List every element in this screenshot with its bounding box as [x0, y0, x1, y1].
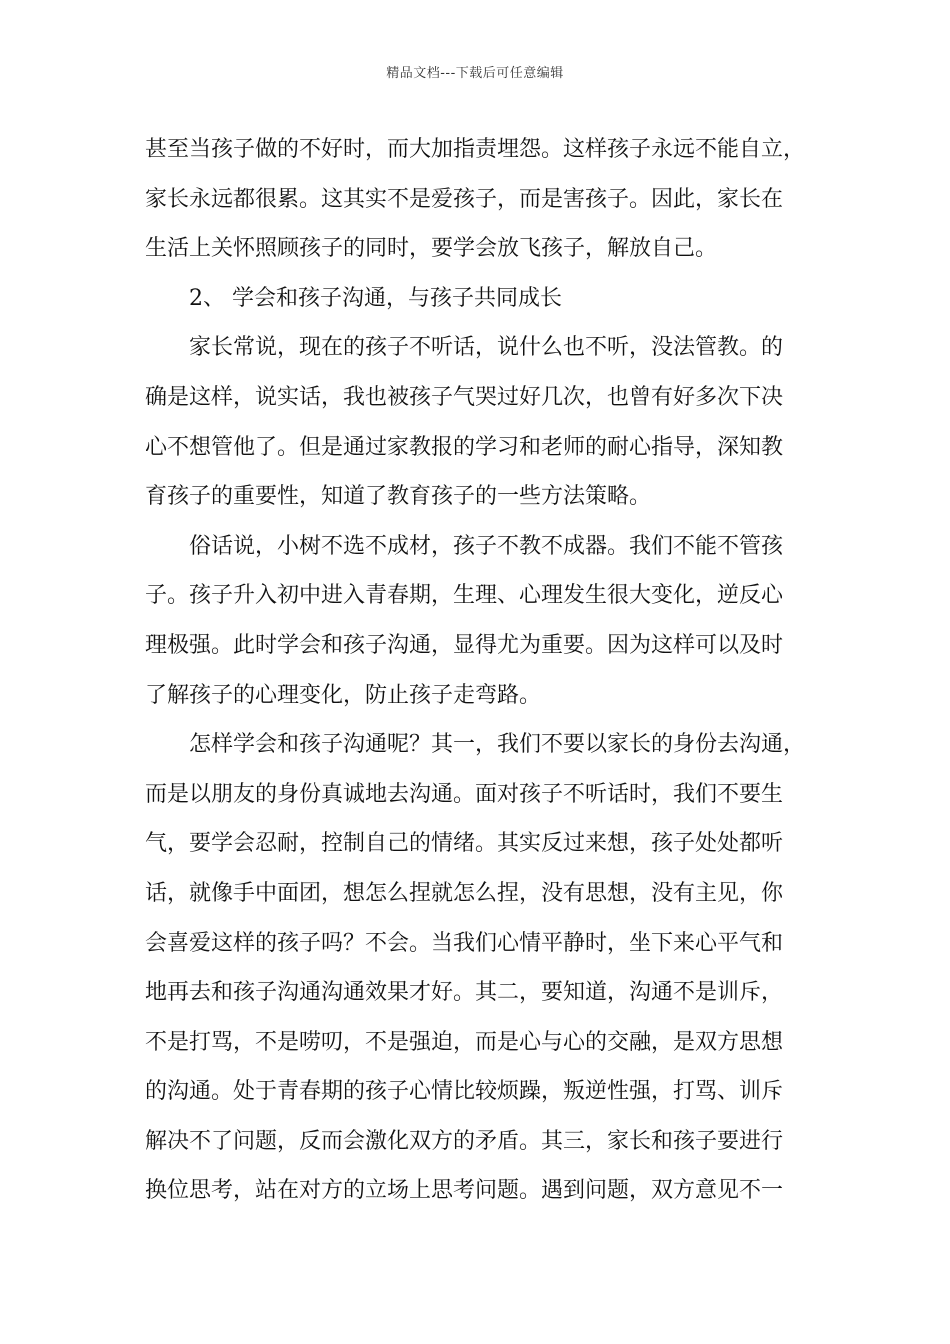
text-line: 会喜爱这样的孩子吗？不会。当我们心情平静时，坐下来心平气和 [145, 930, 784, 956]
text-line: 育孩子的重要性，知道了教育孩子的一些方法策略。 [145, 484, 652, 510]
text-line: 不是打骂，不是唠叨，不是强迫，而是心与心的交融，是双方思想 [145, 1029, 784, 1055]
text-line: 怎样学会和孩子沟通呢？其一，我们不要以家长的身份去沟通， [189, 732, 806, 758]
page-header: 精品文档---下载后可任意编辑 [386, 66, 564, 81]
document-body [145, 125, 825, 1216]
text-line: 确是这样，说实话，我也被孩子气哭过好几次，也曾有好多次下决 [145, 384, 784, 410]
text-line: 解决不了问题，反而会激化双方的矛盾。其三，家长和孩子要进行 [145, 1128, 784, 1154]
text-line: 子。孩子升入初中进入青春期，生理、心理发生很大变化，逆反心 [145, 583, 784, 609]
section-heading: 2、 学会和孩子沟通，与孩子共同成长 [189, 285, 562, 311]
text-line: 心不想管他了。但是通过家教报的学习和老师的耐心指导，深知教 [145, 434, 784, 460]
text-line: 甚至当孩子做的不好时，而大加指责埋怨。这样孩子永远不能自立， [145, 137, 806, 162]
text-line: 的沟通。处于青春期的孩子心情比较烦躁，叛逆性强，打骂、训斥 [145, 1079, 784, 1105]
text-line: 家长永远都很累。这其实不是爱孩子，而是害孩子。因此，家长在 [145, 186, 784, 212]
text-line: 话，就像手中面团，想怎么捏就怎么捏，没有思想，没有主见，你 [145, 880, 784, 906]
text-line: 地再去和孩子沟通沟通效果才好。其二，要知道，沟通不是训斥， [145, 980, 784, 1006]
text-line: 生活上关怀照顾孩子的同时，要学会放飞孩子，解放自己。 [145, 236, 718, 262]
text-line: 俗话说，小树不选不成材，孩子不教不成器。我们不能不管孩 [189, 533, 784, 559]
text-line: 而是以朋友的身份真诚地去沟通。面对孩子不听话时，我们不要生 [145, 781, 784, 807]
text-line: 换位思考，站在对方的立场上思考问题。遇到问题，双方意见不一 [145, 1178, 784, 1204]
text-line: 了解孩子的心理变化，防止孩子走弯路。 [145, 682, 542, 708]
text-line: 理极强。此时学会和孩子沟通，显得尤为重要。因为这样可以及时 [145, 632, 784, 658]
text-line: 气，要学会忍耐，控制自己的情绪。其实反过来想，孩子处处都听 [145, 831, 784, 857]
text-line: 家长常说，现在的孩子不听话，说什么也不听，没法管教。的 [189, 335, 784, 361]
